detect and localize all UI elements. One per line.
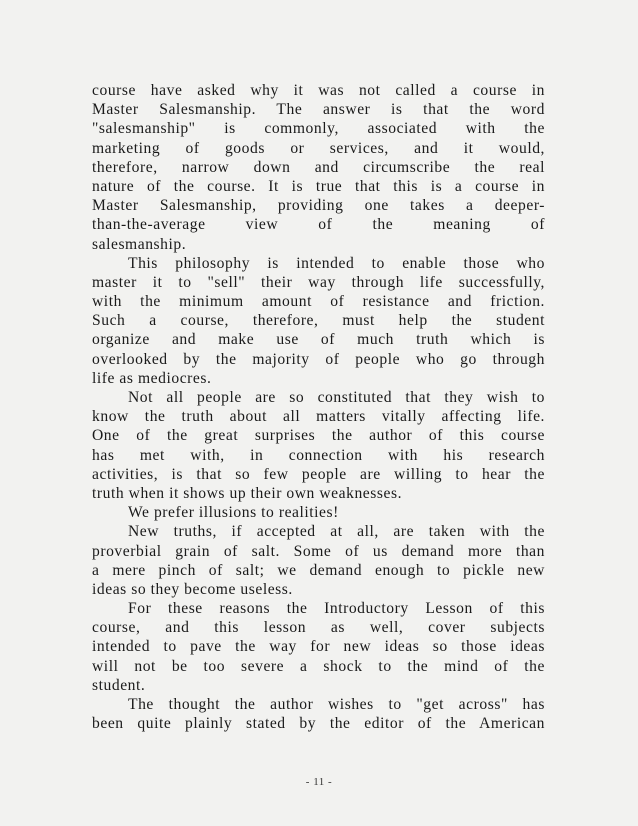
text-line: One of the great surprises the author of this course bbox=[92, 427, 545, 445]
text-line: nature of the course. It is true that this is a course in bbox=[92, 177, 545, 195]
text-line: proverbial grain of salt. Some of us demand more than bbox=[92, 542, 545, 560]
body-text bbox=[92, 81, 545, 733]
text-line: "salesmanship" is commonly, associated with the bbox=[92, 120, 545, 138]
text-line: course, and this lesson as well, cover subjects bbox=[92, 619, 545, 637]
text-line: intended to pave the way for new ideas so those ideas bbox=[92, 638, 545, 656]
text-line: truth when it shows up their own weaknesses. bbox=[92, 484, 403, 502]
text-line: This philosophy is intended to enable those who bbox=[128, 254, 545, 272]
text-line: student. bbox=[92, 676, 146, 694]
text-line: master it to "sell" their way through life successfully, bbox=[92, 273, 545, 291]
text-line: We prefer illusions to realities! bbox=[128, 504, 339, 522]
text-line: know the truth about all matters vitally affecting life. bbox=[92, 408, 545, 426]
text-line: with the minimum amount of resistance and friction. bbox=[92, 293, 545, 311]
text-line: a mere pinch of salt; we demand enough to pickle new bbox=[92, 561, 545, 579]
text-line: been quite plainly stated by the editor of the American bbox=[92, 715, 545, 733]
text-line: Master Salesmanship. The answer is that the word bbox=[92, 101, 545, 119]
text-line: than-the-average view of the meaning of bbox=[92, 216, 545, 234]
text-line: has met with, in connection with his research bbox=[92, 446, 545, 464]
text-line: The thought the author wishes to "get across" has bbox=[128, 696, 545, 713]
text-line: marketing of goods or services, and it would, bbox=[92, 139, 545, 157]
text-line: salesmanship. bbox=[92, 235, 187, 253]
text-line: New truths, if accepted at all, are taken with the bbox=[128, 523, 545, 541]
text-line: activities, is that so few people are willing to hear the bbox=[92, 465, 545, 483]
text-line: overlooked by the majority of people who go through bbox=[92, 350, 545, 368]
page-number: - 11 - bbox=[305, 776, 333, 788]
text-line: ideas so they become useless. bbox=[92, 580, 293, 598]
text-line: Master Salesmanship, providing one takes a deeper- bbox=[92, 197, 545, 215]
text-line: course have asked why it was not called a course in bbox=[92, 82, 545, 99]
text-line: life as mediocres. bbox=[92, 369, 212, 387]
text-line: organize and make use of much truth which is bbox=[92, 331, 545, 349]
text-line: Not all people are so constituted that they wish to bbox=[128, 389, 545, 406]
text-line: For these reasons the Introductory Lesson of this bbox=[128, 600, 545, 618]
text-line: will not be too severe a shock to the mind of the bbox=[92, 657, 545, 675]
text-line: Such a course, therefore, must help the student bbox=[92, 312, 545, 330]
text-line: therefore, narrow down and circumscribe the real bbox=[92, 158, 545, 176]
